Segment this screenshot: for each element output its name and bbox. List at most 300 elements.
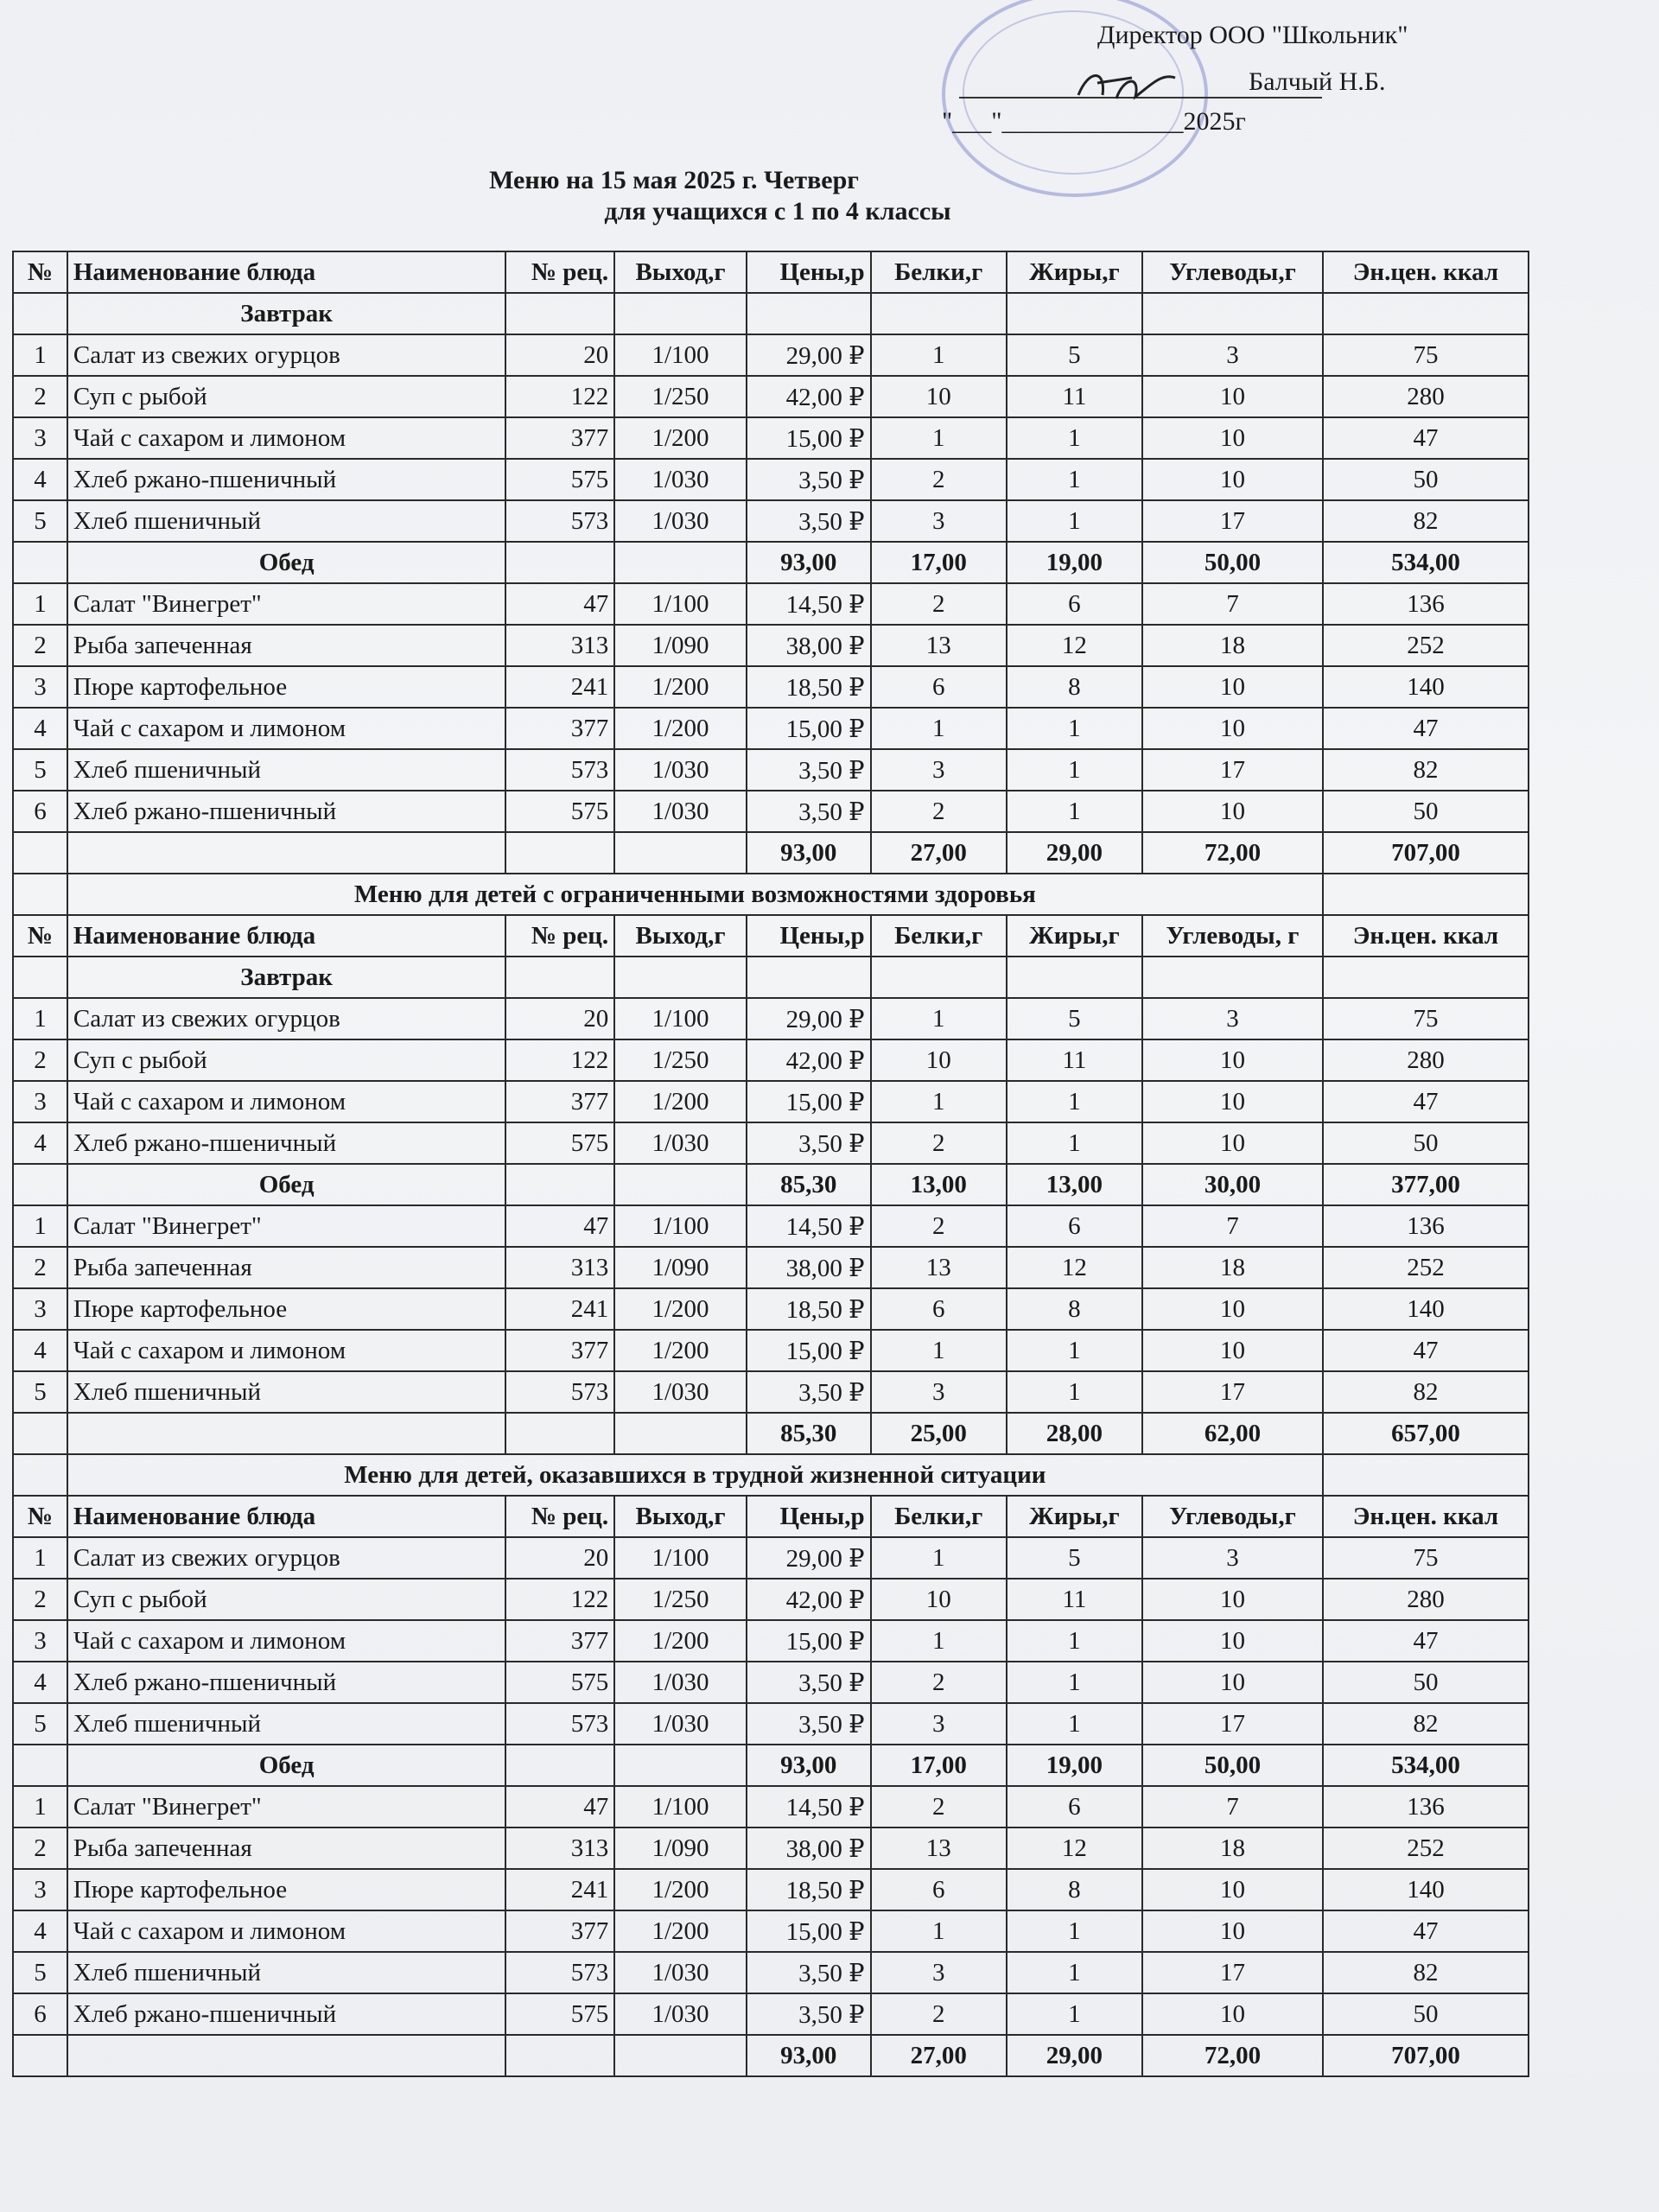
dish-name: Чай с сахаром и лимоном	[67, 1620, 506, 1662]
approval-date: "___"______________2025г	[942, 107, 1246, 136]
table-cell: 10	[1142, 1330, 1323, 1371]
table-cell: 7	[1142, 1786, 1323, 1827]
table-cell: 15,00 ₽	[747, 1081, 871, 1122]
dish-row	[13, 1579, 1529, 1620]
dish-row	[13, 500, 1529, 542]
total-value: 62,00	[1142, 1413, 1323, 1454]
empty-cell	[67, 832, 506, 874]
empty-cell	[1323, 957, 1529, 998]
total-value: 19,00	[1007, 1745, 1142, 1786]
table-cell: 2	[871, 1122, 1007, 1164]
table-cell: 3	[13, 666, 67, 708]
table-cell: 122	[505, 1039, 614, 1081]
table-cell: 136	[1323, 1786, 1529, 1827]
table-cell: 38,00 ₽	[747, 1247, 871, 1288]
total-value: 28,00	[1007, 1413, 1142, 1454]
table-cell: 2	[13, 1247, 67, 1288]
table-cell: 6	[1007, 1205, 1142, 1247]
table-cell: 1	[1007, 1371, 1142, 1413]
total-value: 707,00	[1323, 832, 1529, 874]
empty-cell	[614, 293, 747, 334]
column-header: №	[13, 1496, 67, 1537]
column-header: Белки,г	[871, 251, 1007, 293]
table-cell: 4	[13, 708, 67, 749]
empty-cell	[1007, 293, 1142, 334]
table-cell: 1/200	[614, 417, 747, 459]
approval-position: Директор ООО "Школьник"	[1097, 21, 1408, 49]
empty-cell	[505, 1164, 614, 1205]
table-cell: 10	[871, 1039, 1007, 1081]
dish-row	[13, 1330, 1529, 1371]
table-cell: 1	[1007, 1662, 1142, 1703]
table-cell: 1/030	[614, 1703, 747, 1745]
total-row	[13, 832, 1529, 874]
dish-row	[13, 459, 1529, 500]
table-cell: 1	[1007, 1620, 1142, 1662]
dish-name: Чай с сахаром и лимоном	[67, 417, 506, 459]
dish-row	[13, 666, 1529, 708]
total-value: 17,00	[871, 542, 1007, 583]
table-cell: 10	[1142, 666, 1323, 708]
table-cell: 313	[505, 1827, 614, 1869]
table-cell: 3	[1142, 1537, 1323, 1579]
table-cell: 3,50 ₽	[747, 1662, 871, 1703]
table-cell: 47	[1323, 1910, 1529, 1952]
dish-name: Хлеб ржано-пшеничный	[67, 791, 506, 832]
table-cell: 1	[1007, 1330, 1142, 1371]
column-header: Эн.цен. ккал	[1323, 915, 1529, 957]
table-cell: 3,50 ₽	[747, 459, 871, 500]
table-cell: 38,00 ₽	[747, 1827, 871, 1869]
table-cell: 10	[1142, 1288, 1323, 1330]
empty-cell	[13, 832, 67, 874]
total-value: 93,00	[747, 2035, 871, 2076]
table-cell: 10	[1142, 1039, 1323, 1081]
table-cell: 50	[1323, 1993, 1529, 2035]
table-cell: 241	[505, 1869, 614, 1910]
empty-cell	[871, 293, 1007, 334]
column-header: № рец.	[505, 251, 614, 293]
empty-cell	[1323, 874, 1529, 915]
table-cell: 1/030	[614, 791, 747, 832]
table-cell: 18	[1142, 1827, 1323, 1869]
table-cell: 1/030	[614, 500, 747, 542]
dish-row	[13, 1247, 1529, 1288]
table-cell: 1/100	[614, 1537, 747, 1579]
empty-cell	[13, 1164, 67, 1205]
table-cell: 20	[505, 998, 614, 1039]
column-header: Выход,г	[614, 915, 747, 957]
meal-label: Обед	[67, 1745, 506, 1786]
table-cell: 1/100	[614, 334, 747, 376]
meal-row	[13, 293, 1529, 334]
table-cell: 1/090	[614, 1247, 747, 1288]
dish-name: Рыба запеченная	[67, 625, 506, 666]
total-row	[13, 1745, 1529, 1786]
table-cell: 3	[871, 1703, 1007, 1745]
dish-name: Хлеб пшеничный	[67, 1703, 506, 1745]
meal-label: Обед	[67, 1164, 506, 1205]
table-cell: 241	[505, 666, 614, 708]
table-cell: 377	[505, 708, 614, 749]
column-header: Наименование блюда	[67, 915, 506, 957]
table-cell: 4	[13, 1330, 67, 1371]
dish-name: Хлеб ржано-пшеничный	[67, 1993, 506, 2035]
table-cell: 29,00 ₽	[747, 998, 871, 1039]
empty-cell	[67, 2035, 506, 2076]
dish-row	[13, 625, 1529, 666]
dish-row	[13, 1288, 1529, 1330]
table-cell: 1/030	[614, 459, 747, 500]
table-cell: 42,00 ₽	[747, 1039, 871, 1081]
table-cell: 1	[1007, 1081, 1142, 1122]
table-cell: 13	[871, 1827, 1007, 1869]
table-cell: 575	[505, 1662, 614, 1703]
column-header: Жиры,г	[1007, 915, 1142, 957]
table-cell: 1	[13, 583, 67, 625]
table-cell: 3	[13, 417, 67, 459]
table-cell: 2	[871, 1662, 1007, 1703]
table-cell: 18,50 ₽	[747, 1288, 871, 1330]
approval-block	[942, 17, 1426, 147]
total-value: 19,00	[1007, 542, 1142, 583]
table-cell: 18	[1142, 1247, 1323, 1288]
menu-table	[12, 251, 1529, 2077]
table-cell: 10	[1142, 1579, 1323, 1620]
table-cell: 3	[13, 1081, 67, 1122]
table-cell: 3,50 ₽	[747, 1371, 871, 1413]
table-cell: 10	[1142, 791, 1323, 832]
empty-cell	[1142, 293, 1323, 334]
table-cell: 75	[1323, 1537, 1529, 1579]
table-cell: 47	[1323, 1330, 1529, 1371]
table-cell: 1/100	[614, 998, 747, 1039]
total-value: 17,00	[871, 1745, 1007, 1786]
table-cell: 14,50 ₽	[747, 1786, 871, 1827]
signature-mark	[1071, 60, 1184, 112]
table-cell: 1	[1007, 417, 1142, 459]
empty-cell	[505, 957, 614, 998]
table-cell: 8	[1007, 1869, 1142, 1910]
empty-cell	[614, 2035, 747, 2076]
empty-cell	[13, 1413, 67, 1454]
dish-row	[13, 1039, 1529, 1081]
table-cell: 29,00 ₽	[747, 334, 871, 376]
column-header: Эн.цен. ккал	[1323, 1496, 1529, 1537]
section-title: Меню для детей, оказавшихся в трудной жизненной ситуации	[67, 1454, 1323, 1496]
table-cell: 18,50 ₽	[747, 666, 871, 708]
total-value: 707,00	[1323, 2035, 1529, 2076]
table-cell: 10	[1142, 1993, 1323, 2035]
table-cell: 2	[871, 1786, 1007, 1827]
total-value: 93,00	[747, 542, 871, 583]
empty-cell	[614, 542, 747, 583]
column-header: № рец.	[505, 1496, 614, 1537]
table-cell: 11	[1007, 1039, 1142, 1081]
table-cell: 42,00 ₽	[747, 376, 871, 417]
table-cell: 5	[13, 1371, 67, 1413]
table-cell: 1/200	[614, 1330, 747, 1371]
table-cell: 252	[1323, 625, 1529, 666]
table-cell: 377	[505, 1620, 614, 1662]
empty-cell	[505, 1745, 614, 1786]
total-row	[13, 1164, 1529, 1205]
empty-cell	[13, 542, 67, 583]
table-cell: 10	[1142, 1910, 1323, 1952]
table-cell: 17	[1142, 1952, 1323, 1993]
empty-cell	[13, 874, 67, 915]
empty-cell	[13, 2035, 67, 2076]
column-header: Наименование блюда	[67, 251, 506, 293]
dish-name: Чай с сахаром и лимоном	[67, 1081, 506, 1122]
table-cell: 10	[1142, 708, 1323, 749]
table-cell: 5	[1007, 1537, 1142, 1579]
empty-cell	[614, 1164, 747, 1205]
table-cell: 313	[505, 1247, 614, 1288]
table-cell: 1/030	[614, 749, 747, 791]
table-cell: 14,50 ₽	[747, 583, 871, 625]
table-cell: 1/030	[614, 1952, 747, 1993]
table-cell: 10	[1142, 1620, 1323, 1662]
dish-name: Хлеб пшеничный	[67, 1371, 506, 1413]
table-cell: 4	[13, 1910, 67, 1952]
dish-row	[13, 334, 1529, 376]
table-cell: 573	[505, 1703, 614, 1745]
table-cell: 75	[1323, 998, 1529, 1039]
table-cell: 2	[871, 459, 1007, 500]
dish-row	[13, 376, 1529, 417]
menu-title: Меню на 15 мая 2025 г. Четверг	[489, 166, 859, 194]
table-cell: 17	[1142, 749, 1323, 791]
table-cell: 2	[13, 376, 67, 417]
table-cell: 50	[1323, 791, 1529, 832]
total-value: 27,00	[871, 2035, 1007, 2076]
table-cell: 241	[505, 1288, 614, 1330]
column-header: Цены,р	[747, 915, 871, 957]
dish-row	[13, 1205, 1529, 1247]
table-cell: 252	[1323, 1827, 1529, 1869]
empty-cell	[1007, 957, 1142, 998]
table-cell: 29,00 ₽	[747, 1537, 871, 1579]
table-cell: 50	[1323, 459, 1529, 500]
dish-row	[13, 1371, 1529, 1413]
table-cell: 50	[1323, 1662, 1529, 1703]
table-cell: 1/200	[614, 1910, 747, 1952]
table-cell: 1	[871, 998, 1007, 1039]
table-cell: 3	[13, 1869, 67, 1910]
table-cell: 1	[871, 1620, 1007, 1662]
table-cell: 50	[1323, 1122, 1529, 1164]
table-cell: 15,00 ₽	[747, 1620, 871, 1662]
column-header: Цены,р	[747, 1496, 871, 1537]
table-cell: 575	[505, 1122, 614, 1164]
table-cell: 10	[871, 376, 1007, 417]
total-value: 50,00	[1142, 542, 1323, 583]
table-cell: 15,00 ₽	[747, 1910, 871, 1952]
dish-row	[13, 417, 1529, 459]
table-cell: 7	[1142, 583, 1323, 625]
table-cell: 1	[1007, 1703, 1142, 1745]
table-cell: 4	[13, 459, 67, 500]
table-cell: 3,50 ₽	[747, 1952, 871, 1993]
table-cell: 122	[505, 1579, 614, 1620]
column-header: Выход,г	[614, 251, 747, 293]
table-cell: 140	[1323, 1869, 1529, 1910]
table-cell: 1	[871, 1910, 1007, 1952]
column-header: Углеводы,г	[1142, 251, 1323, 293]
dish-name: Хлеб ржано-пшеничный	[67, 1662, 506, 1703]
table-cell: 3,50 ₽	[747, 791, 871, 832]
table-cell: 1	[13, 1537, 67, 1579]
column-header: Жиры,г	[1007, 1496, 1142, 1537]
table-cell: 1/200	[614, 1620, 747, 1662]
table-cell: 3	[1142, 334, 1323, 376]
table-cell: 5	[13, 749, 67, 791]
empty-cell	[614, 832, 747, 874]
table-cell: 1	[1007, 1122, 1142, 1164]
column-header: Углеводы,г	[1142, 1496, 1323, 1537]
table-cell: 1/030	[614, 1122, 747, 1164]
table-cell: 11	[1007, 1579, 1142, 1620]
table-cell: 1	[1007, 791, 1142, 832]
table-cell: 1/100	[614, 583, 747, 625]
table-cell: 17	[1142, 1371, 1323, 1413]
dish-row	[13, 1993, 1529, 2035]
table-cell: 8	[1007, 666, 1142, 708]
empty-cell	[505, 293, 614, 334]
menu-subtitle: для учащихся с 1 по 4 классы	[604, 197, 951, 226]
table-cell: 1/090	[614, 1827, 747, 1869]
table-cell: 10	[1142, 459, 1323, 500]
table-cell: 6	[13, 791, 67, 832]
table-cell: 13	[871, 625, 1007, 666]
table-cell: 136	[1323, 583, 1529, 625]
table-cell: 1/200	[614, 708, 747, 749]
table-cell: 1/200	[614, 666, 747, 708]
table-cell: 82	[1323, 1703, 1529, 1745]
dish-name: Хлеб ржано-пшеничный	[67, 459, 506, 500]
dish-name: Хлеб пшеничный	[67, 749, 506, 791]
total-value: 377,00	[1323, 1164, 1529, 1205]
dish-name: Суп с рыбой	[67, 1039, 506, 1081]
empty-cell	[614, 1413, 747, 1454]
dish-name: Суп с рыбой	[67, 376, 506, 417]
table-cell: 75	[1323, 334, 1529, 376]
empty-cell	[67, 1413, 506, 1454]
table-cell: 280	[1323, 1039, 1529, 1081]
table-cell: 18	[1142, 625, 1323, 666]
column-header: Углеводы, г	[1142, 915, 1323, 957]
dish-row	[13, 1537, 1529, 1579]
total-value: 27,00	[871, 832, 1007, 874]
dish-name: Салат из свежих огурцов	[67, 998, 506, 1039]
table-cell: 1	[871, 1330, 1007, 1371]
total-value: 93,00	[747, 1745, 871, 1786]
table-cell: 1	[871, 1081, 1007, 1122]
total-value: 85,30	[747, 1164, 871, 1205]
dish-name: Салат "Винегрет"	[67, 583, 506, 625]
column-header: Жиры,г	[1007, 251, 1142, 293]
table-cell: 122	[505, 376, 614, 417]
dish-name: Салат "Винегрет"	[67, 1205, 506, 1247]
table-cell: 10	[1142, 417, 1323, 459]
total-value: 13,00	[1007, 1164, 1142, 1205]
table-cell: 1/250	[614, 1039, 747, 1081]
dish-name: Рыба запеченная	[67, 1827, 506, 1869]
table-cell: 1/250	[614, 376, 747, 417]
table-cell: 2	[871, 791, 1007, 832]
table-cell: 1	[1007, 459, 1142, 500]
dish-name: Хлеб ржано-пшеничный	[67, 1122, 506, 1164]
table-cell: 5	[1007, 334, 1142, 376]
table-cell: 1	[871, 1537, 1007, 1579]
total-value: 657,00	[1323, 1413, 1529, 1454]
total-value: 534,00	[1323, 1745, 1529, 1786]
header-row	[13, 1496, 1529, 1537]
table-cell: 20	[505, 1537, 614, 1579]
table-cell: 47	[505, 1205, 614, 1247]
empty-cell	[614, 1745, 747, 1786]
table-cell: 377	[505, 1910, 614, 1952]
dish-name: Суп с рыбой	[67, 1579, 506, 1620]
dish-row	[13, 1703, 1529, 1745]
table-cell: 3	[13, 1620, 67, 1662]
table-cell: 1/200	[614, 1288, 747, 1330]
table-cell: 573	[505, 500, 614, 542]
table-cell: 47	[1323, 1620, 1529, 1662]
dish-row	[13, 1786, 1529, 1827]
table-cell: 575	[505, 459, 614, 500]
table-cell: 140	[1323, 1288, 1529, 1330]
dish-row	[13, 583, 1529, 625]
table-cell: 13	[871, 1247, 1007, 1288]
table-cell: 2	[871, 583, 1007, 625]
table-cell: 10	[1142, 1869, 1323, 1910]
empty-cell	[614, 957, 747, 998]
table-cell: 3,50 ₽	[747, 500, 871, 542]
table-cell: 82	[1323, 500, 1529, 542]
table-cell: 1	[1007, 1910, 1142, 1952]
table-cell: 377	[505, 1330, 614, 1371]
column-header: №	[13, 915, 67, 957]
dish-row	[13, 1122, 1529, 1164]
table-cell: 573	[505, 1952, 614, 1993]
table-cell: 47	[505, 1786, 614, 1827]
section-title-row	[13, 1454, 1529, 1496]
table-cell: 15,00 ₽	[747, 708, 871, 749]
meal-label: Завтрак	[67, 957, 506, 998]
table-cell: 47	[505, 583, 614, 625]
table-cell: 38,00 ₽	[747, 625, 871, 666]
table-cell: 1	[13, 1205, 67, 1247]
table-cell: 3	[871, 1952, 1007, 1993]
table-cell: 1/200	[614, 1869, 747, 1910]
table-cell: 6	[1007, 583, 1142, 625]
table-cell: 47	[1323, 1081, 1529, 1122]
table-cell: 6	[871, 666, 1007, 708]
table-cell: 1/090	[614, 625, 747, 666]
empty-cell	[1142, 957, 1323, 998]
table-cell: 2	[871, 1205, 1007, 1247]
table-cell: 5	[13, 500, 67, 542]
empty-cell	[1323, 1454, 1529, 1496]
empty-cell	[747, 957, 871, 998]
table-cell: 47	[1323, 708, 1529, 749]
dish-name: Хлеб пшеничный	[67, 1952, 506, 1993]
table-cell: 1	[1007, 1952, 1142, 1993]
section-title: Меню для детей с ограниченными возможностями здоровья	[67, 874, 1323, 915]
total-value: 72,00	[1142, 2035, 1323, 2076]
